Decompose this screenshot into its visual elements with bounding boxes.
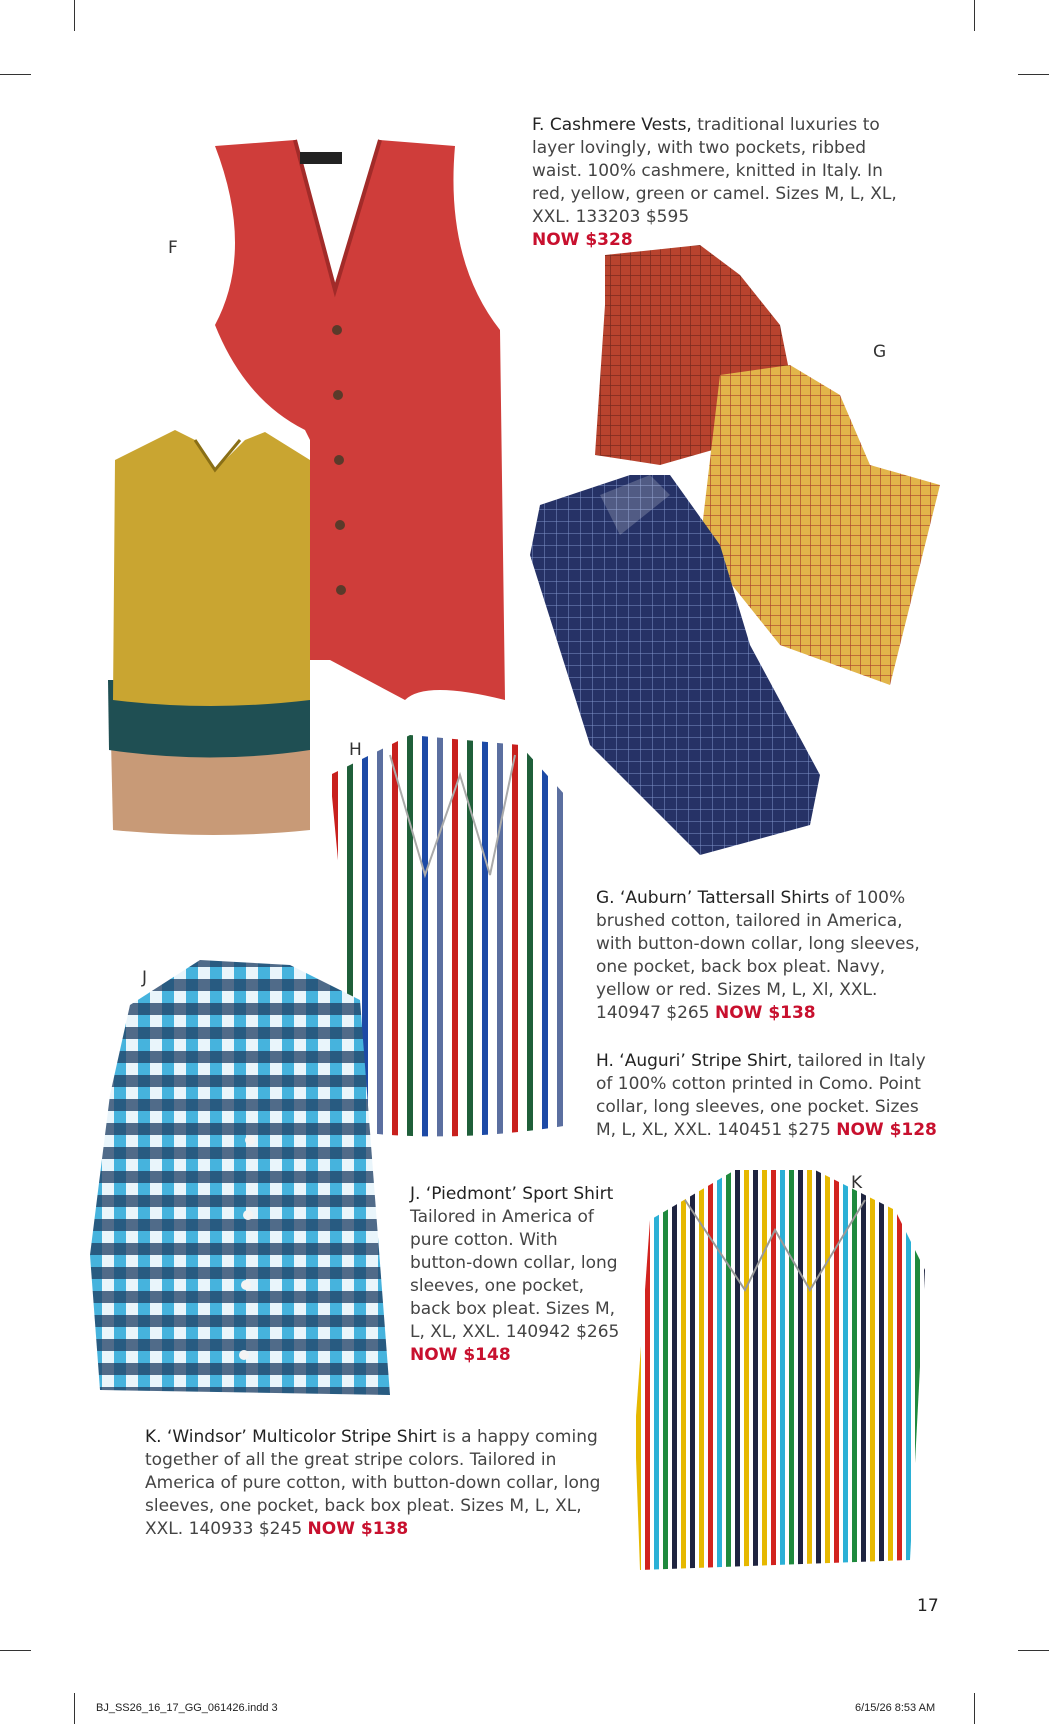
- crop-mark: [1018, 1650, 1049, 1651]
- sale-price: NOW $138: [307, 1519, 409, 1539]
- page-number: 17: [917, 1596, 939, 1616]
- product-name: G. ‘Auburn’ Tattersall Shirts: [596, 888, 830, 908]
- crop-mark: [0, 74, 31, 75]
- product-description-g: [596, 887, 936, 1025]
- product-details: of 100% brushed cotton, tailored in America, with button-down collar, long sleeves, one pocket, back box pleat. Navy, yellow or red. Sizes M, L, Xl, XXL. 140947 $265: [596, 888, 920, 1023]
- product-letter-g: G: [873, 342, 887, 362]
- crop-mark: [974, 0, 975, 31]
- sale-price: NOW $128: [836, 1120, 937, 1140]
- crop-mark: [0, 1650, 31, 1651]
- product-description-k: [145, 1426, 610, 1541]
- product-description-f: [532, 114, 917, 252]
- sale-price: NOW $328: [532, 230, 633, 250]
- sale-price: NOW $138: [714, 1003, 816, 1023]
- crop-mark: [1018, 74, 1049, 75]
- product-details: traditional luxuries to layer lovingly, with two pockets, ribbed waist. 100% cashmere, knitted in Italy. In red, yellow, green or camel. Sizes M, L, XL, XXL. 133203 $595: [532, 115, 897, 227]
- vest-stack-image: [105, 140, 515, 830]
- product-details: tailored in Italy of 100% cotton printed in Como. Point collar, long sleeves, one pocket. Sizes M, L, XL, XXL. 140451 $275: [596, 1051, 926, 1140]
- product-details: is a happy coming together of all the great stripe colors. Tailored in America of pure cotton, with button-down collar, long sleeves, one pocket, back box pleat. Sizes M, L, XL, XXL. 140933 $245: [145, 1427, 601, 1539]
- product-description-j: [410, 1183, 620, 1367]
- product-details: Tailored in America of pure cotton. With button-down collar, long sleeves, one pocket, back box pleat. Sizes M, L, XL, XXL. 140942 $265: [410, 1207, 620, 1342]
- slug-filename: BJ_SS26_16_17_GG_061426.indd 3: [96, 1702, 278, 1714]
- product-name: F. Cashmere Vests,: [532, 115, 692, 135]
- product-letter-f: F: [168, 238, 178, 258]
- product-name: H. ‘Auguri’ Stripe Shirt,: [596, 1051, 793, 1071]
- windsor-stripe-shirt-image: [625, 1170, 945, 1580]
- product-name: J. ‘Piedmont’ Sport Shirt: [410, 1184, 614, 1204]
- product-letter-j: J: [142, 968, 148, 988]
- slug-timestamp: 6/15/26 8:53 AM: [855, 1702, 936, 1714]
- product-letter-h: H: [349, 740, 362, 760]
- product-name: K. ‘Windsor’ Multicolor Stripe Shirt: [145, 1427, 437, 1447]
- crop-mark: [74, 1693, 75, 1724]
- sale-price: NOW $148: [410, 1345, 511, 1365]
- product-letter-k: K: [851, 1173, 863, 1193]
- tattersall-shirts-image: [520, 245, 940, 855]
- crop-mark: [974, 1693, 975, 1724]
- product-description-h: [596, 1050, 941, 1142]
- yellow-vest: [113, 430, 310, 706]
- piedmont-check-shirt-image: [90, 955, 400, 1400]
- crop-mark: [74, 0, 75, 31]
